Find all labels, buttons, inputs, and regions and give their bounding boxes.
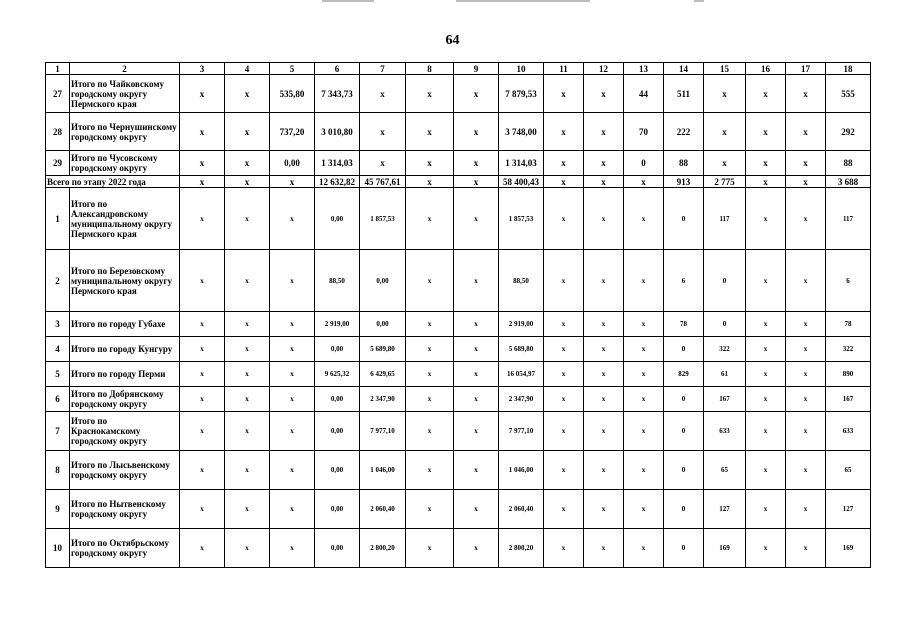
value-cell: х — [786, 412, 826, 451]
column-header: 17 — [786, 63, 826, 75]
row-number-cell: 1 — [46, 188, 70, 250]
value-cell: х — [584, 75, 624, 113]
value-cell: х — [225, 337, 270, 362]
value-cell: х — [180, 188, 225, 250]
header-row — [46, 63, 871, 75]
value-cell: х — [624, 337, 664, 362]
table-row — [46, 75, 871, 113]
value-cell: 2 347,90 — [499, 387, 544, 412]
value-cell: х — [786, 250, 826, 312]
value-cell: 44 — [624, 75, 664, 113]
value-cell: х — [584, 188, 624, 250]
value-cell: 5 689,80 — [499, 337, 544, 362]
value-cell: х — [406, 113, 454, 151]
value-cell: х — [544, 250, 584, 312]
column-header: 16 — [746, 63, 786, 75]
value-cell: х — [544, 412, 584, 451]
value-cell: х — [624, 451, 664, 490]
value-cell: х — [406, 75, 454, 113]
value-cell: 1 857,53 — [360, 188, 406, 250]
value-cell: 0,00 — [315, 451, 360, 490]
value-cell: х — [746, 490, 786, 529]
value-cell: х — [584, 451, 624, 490]
value-cell: 0,00 — [315, 188, 360, 250]
value-cell: х — [746, 113, 786, 151]
value-cell: х — [180, 113, 225, 151]
value-cell: х — [746, 188, 786, 250]
value-cell: 65 — [704, 451, 746, 490]
value-cell: 535,80 — [270, 75, 315, 113]
table-row — [46, 337, 871, 362]
table-row — [46, 151, 871, 176]
value-cell: х — [225, 250, 270, 312]
value-cell: 0,00 — [315, 490, 360, 529]
row-name-cell: Итого по городу Губахе — [70, 312, 180, 337]
value-cell: 1 046,00 — [499, 451, 544, 490]
value-cell: х — [786, 151, 826, 176]
data-table — [45, 62, 871, 568]
value-cell: 2 919,00 — [315, 312, 360, 337]
value-cell: х — [544, 113, 584, 151]
value-cell: х — [225, 387, 270, 412]
value-cell: х — [270, 250, 315, 312]
value-cell: 2 919,00 — [499, 312, 544, 337]
total-value-cell: х — [406, 176, 454, 188]
value-cell: 222 — [664, 113, 704, 151]
value-cell: х — [454, 451, 499, 490]
total-row — [46, 176, 871, 188]
column-header: 12 — [584, 63, 624, 75]
value-cell: х — [544, 337, 584, 362]
value-cell: х — [624, 188, 664, 250]
value-cell: х — [544, 151, 584, 176]
value-cell: 0,00 — [315, 337, 360, 362]
row-number-cell: 10 — [46, 529, 70, 568]
value-cell: х — [406, 362, 454, 387]
row-name-cell: Итого по Александровскому муниципальному округу Пермского края — [70, 188, 180, 250]
value-cell: х — [454, 529, 499, 568]
value-cell: 2 347,90 — [360, 387, 406, 412]
value-cell: х — [180, 250, 225, 312]
column-header: 5 — [270, 63, 315, 75]
value-cell: х — [454, 75, 499, 113]
column-header: 3 — [180, 63, 225, 75]
row-number-cell: 3 — [46, 312, 70, 337]
value-cell: х — [225, 151, 270, 176]
value-cell: х — [584, 113, 624, 151]
value-cell: х — [406, 387, 454, 412]
value-cell: х — [584, 337, 624, 362]
top-mark — [322, 0, 374, 2]
value-cell: 1 314,03 — [315, 151, 360, 176]
value-cell: х — [454, 412, 499, 451]
total-value-cell: х — [225, 176, 270, 188]
value-cell: х — [270, 529, 315, 568]
value-cell: х — [454, 312, 499, 337]
value-cell: х — [454, 362, 499, 387]
value-cell: х — [624, 490, 664, 529]
value-cell: х — [584, 412, 624, 451]
top-mark — [694, 0, 704, 2]
value-cell: 7 879,53 — [499, 75, 544, 113]
value-cell: х — [746, 412, 786, 451]
value-cell: 0 — [664, 188, 704, 250]
total-value-cell: х — [544, 176, 584, 188]
value-cell: х — [270, 337, 315, 362]
column-header: 8 — [406, 63, 454, 75]
row-number-cell: 28 — [46, 113, 70, 151]
value-cell: х — [584, 529, 624, 568]
value-cell: 511 — [664, 75, 704, 113]
value-cell: х — [454, 387, 499, 412]
value-cell: х — [180, 529, 225, 568]
value-cell: 16 054,97 — [499, 362, 544, 387]
value-cell: х — [704, 151, 746, 176]
value-cell: х — [584, 312, 624, 337]
value-cell: 0 — [704, 312, 746, 337]
value-cell: х — [225, 412, 270, 451]
value-cell: х — [270, 387, 315, 412]
value-cell: 555 — [826, 75, 871, 113]
table-row — [46, 188, 871, 250]
column-header: 18 — [826, 63, 871, 75]
value-cell: 633 — [826, 412, 871, 451]
value-cell: х — [786, 337, 826, 362]
value-cell: 0 — [664, 451, 704, 490]
value-cell: х — [584, 151, 624, 176]
row-number-cell: 7 — [46, 412, 70, 451]
value-cell: 0,00 — [360, 312, 406, 337]
value-cell: 61 — [704, 362, 746, 387]
value-cell: 7 343,73 — [315, 75, 360, 113]
row-number-cell: 8 — [46, 451, 70, 490]
value-cell: х — [270, 312, 315, 337]
value-cell: х — [746, 337, 786, 362]
value-cell: х — [786, 490, 826, 529]
total-value-cell: х — [584, 176, 624, 188]
value-cell: х — [624, 387, 664, 412]
table-row — [46, 312, 871, 337]
value-cell: 70 — [624, 113, 664, 151]
row-name-cell: Итого по Чусовскому городскому округу — [70, 151, 180, 176]
table-row — [46, 362, 871, 387]
value-cell: х — [270, 490, 315, 529]
column-header: 9 — [454, 63, 499, 75]
total-value-cell: 3 688 — [826, 176, 871, 188]
value-cell: х — [454, 250, 499, 312]
value-cell: х — [180, 412, 225, 451]
value-cell: х — [786, 387, 826, 412]
value-cell: х — [406, 151, 454, 176]
value-cell: 0 — [664, 490, 704, 529]
table-row — [46, 387, 871, 412]
total-value-cell: х — [746, 176, 786, 188]
value-cell: х — [406, 337, 454, 362]
value-cell: х — [406, 451, 454, 490]
value-cell: 88 — [826, 151, 871, 176]
value-cell: 0 — [624, 151, 664, 176]
value-cell: 0,00 — [315, 529, 360, 568]
value-cell: 6 — [664, 250, 704, 312]
value-cell: х — [704, 113, 746, 151]
column-header: 4 — [225, 63, 270, 75]
value-cell: 88 — [664, 151, 704, 176]
value-cell: 1 046,00 — [360, 451, 406, 490]
value-cell: 7 977,10 — [499, 412, 544, 451]
table-row — [46, 529, 871, 568]
value-cell: 2 800,20 — [499, 529, 544, 568]
value-cell: х — [786, 362, 826, 387]
value-cell: х — [360, 151, 406, 176]
value-cell: 633 — [704, 412, 746, 451]
value-cell: х — [454, 188, 499, 250]
total-value-cell: х — [454, 176, 499, 188]
value-cell: х — [624, 529, 664, 568]
value-cell: 3 748,00 — [499, 113, 544, 151]
value-cell: х — [544, 188, 584, 250]
value-cell: х — [786, 529, 826, 568]
value-cell: х — [786, 113, 826, 151]
total-value-cell: х — [180, 176, 225, 188]
value-cell: х — [454, 490, 499, 529]
value-cell: х — [786, 312, 826, 337]
row-number-cell: 5 — [46, 362, 70, 387]
column-header: 10 — [499, 63, 544, 75]
value-cell: 322 — [704, 337, 746, 362]
row-name-cell: Итого по городу Кунгуру — [70, 337, 180, 362]
column-header: 13 — [624, 63, 664, 75]
value-cell: х — [746, 151, 786, 176]
value-cell: х — [406, 312, 454, 337]
value-cell: х — [225, 188, 270, 250]
value-cell: х — [544, 362, 584, 387]
value-cell: 127 — [704, 490, 746, 529]
value-cell: 0 — [664, 337, 704, 362]
total-value-cell: 45 767,61 — [360, 176, 406, 188]
value-cell: 88,50 — [315, 250, 360, 312]
value-cell: х — [624, 412, 664, 451]
table-row — [46, 412, 871, 451]
value-cell: 88,50 — [499, 250, 544, 312]
value-cell: 1 857,53 — [499, 188, 544, 250]
value-cell: х — [270, 412, 315, 451]
value-cell: 2 800,20 — [360, 529, 406, 568]
value-cell: х — [584, 250, 624, 312]
value-cell: х — [544, 529, 584, 568]
row-name-cell: Итого по Добрянскому городскому округу — [70, 387, 180, 412]
value-cell: 167 — [704, 387, 746, 412]
value-cell: х — [544, 312, 584, 337]
value-cell: х — [786, 75, 826, 113]
value-cell: х — [225, 113, 270, 151]
value-cell: х — [270, 188, 315, 250]
value-cell: х — [406, 490, 454, 529]
value-cell: х — [746, 451, 786, 490]
value-cell: х — [746, 75, 786, 113]
value-cell: х — [624, 250, 664, 312]
row-name-cell: Итого по Лысьвенскому городскому округу — [70, 451, 180, 490]
value-cell: х — [180, 312, 225, 337]
value-cell: х — [786, 451, 826, 490]
value-cell: 0 — [664, 387, 704, 412]
value-cell: х — [180, 151, 225, 176]
value-cell: х — [180, 337, 225, 362]
value-cell: 0 — [704, 250, 746, 312]
total-value-cell: х — [270, 176, 315, 188]
value-cell: х — [746, 362, 786, 387]
total-value-cell: х — [786, 176, 826, 188]
row-number-cell: 6 — [46, 387, 70, 412]
value-cell: 3 010,80 — [315, 113, 360, 151]
value-cell: х — [180, 362, 225, 387]
value-cell: х — [225, 75, 270, 113]
column-header: 2 — [70, 63, 180, 75]
value-cell: 829 — [664, 362, 704, 387]
value-cell: х — [406, 188, 454, 250]
table-row — [46, 113, 871, 151]
value-cell: х — [746, 250, 786, 312]
value-cell: х — [544, 451, 584, 490]
column-header: 1 — [46, 63, 70, 75]
value-cell: 890 — [826, 362, 871, 387]
row-number-cell: 4 — [46, 337, 70, 362]
value-cell: 737,20 — [270, 113, 315, 151]
value-cell: 0 — [664, 529, 704, 568]
value-cell: х — [225, 529, 270, 568]
value-cell: х — [180, 75, 225, 113]
column-header: 15 — [704, 63, 746, 75]
value-cell: 5 689,80 — [360, 337, 406, 362]
value-cell: х — [624, 312, 664, 337]
value-cell: х — [180, 451, 225, 490]
total-value-cell: 58 400,43 — [499, 176, 544, 188]
total-value-cell: 12 632,82 — [315, 176, 360, 188]
column-header: 11 — [544, 63, 584, 75]
value-cell: 169 — [826, 529, 871, 568]
value-cell: х — [225, 362, 270, 387]
value-cell: 0 — [664, 412, 704, 451]
row-name-cell: Итого по Чернушинскому городскому округу — [70, 113, 180, 151]
value-cell: х — [454, 113, 499, 151]
top-mark — [456, 0, 590, 2]
value-cell: 127 — [826, 490, 871, 529]
value-cell: х — [360, 75, 406, 113]
value-cell: х — [584, 387, 624, 412]
value-cell: 65 — [826, 451, 871, 490]
value-cell: х — [584, 362, 624, 387]
total-label-cell: Всего по этапу 2022 года — [46, 176, 180, 188]
value-cell: 0,00 — [270, 151, 315, 176]
value-cell: 7 977,10 — [360, 412, 406, 451]
row-name-cell: Итого по Чайковскому городскому округу Пермского края — [70, 75, 180, 113]
row-name-cell: Итого по Березовскому муниципальному округу Пермского края — [70, 250, 180, 312]
table-row — [46, 490, 871, 529]
value-cell: 322 — [826, 337, 871, 362]
value-cell: х — [544, 387, 584, 412]
value-cell: х — [544, 490, 584, 529]
value-cell: х — [704, 75, 746, 113]
value-cell: 6 429,65 — [360, 362, 406, 387]
value-cell: х — [270, 362, 315, 387]
row-number-cell: 29 — [46, 151, 70, 176]
row-name-cell: Итого по городу Перми — [70, 362, 180, 387]
column-header: 6 — [315, 63, 360, 75]
value-cell: 167 — [826, 387, 871, 412]
row-name-cell: Итого по Октябрьскому городскому округу — [70, 529, 180, 568]
value-cell: х — [454, 151, 499, 176]
table-body — [46, 63, 871, 568]
value-cell: 2 060,40 — [499, 490, 544, 529]
value-cell: х — [225, 451, 270, 490]
value-cell: 1 314,03 — [499, 151, 544, 176]
value-cell: х — [746, 387, 786, 412]
value-cell: 6 — [826, 250, 871, 312]
column-header: 7 — [360, 63, 406, 75]
column-header: 14 — [664, 63, 704, 75]
value-cell: х — [360, 113, 406, 151]
row-number-cell: 9 — [46, 490, 70, 529]
value-cell: 169 — [704, 529, 746, 568]
row-number-cell: 2 — [46, 250, 70, 312]
value-cell: х — [406, 412, 454, 451]
value-cell: 78 — [664, 312, 704, 337]
value-cell: 0,00 — [360, 250, 406, 312]
value-cell: х — [746, 312, 786, 337]
value-cell: х — [225, 312, 270, 337]
value-cell: х — [544, 75, 584, 113]
table-row — [46, 451, 871, 490]
value-cell: 292 — [826, 113, 871, 151]
value-cell: х — [406, 250, 454, 312]
row-name-cell: Итого по Краснокамскому городскому округу — [70, 412, 180, 451]
row-name-cell: Итого по Нытвенскому городскому округу — [70, 490, 180, 529]
value-cell: 117 — [826, 188, 871, 250]
value-cell: 9 625,32 — [315, 362, 360, 387]
value-cell: х — [746, 529, 786, 568]
total-value-cell: 2 775 — [704, 176, 746, 188]
value-cell: 0,00 — [315, 412, 360, 451]
value-cell: 78 — [826, 312, 871, 337]
value-cell: 0,00 — [315, 387, 360, 412]
total-value-cell: х — [624, 176, 664, 188]
value-cell: х — [406, 529, 454, 568]
value-cell: х — [225, 490, 270, 529]
total-value-cell: 913 — [664, 176, 704, 188]
value-cell: х — [584, 490, 624, 529]
value-cell: х — [624, 362, 664, 387]
value-cell: 2 060,40 — [360, 490, 406, 529]
value-cell: х — [180, 490, 225, 529]
table-row — [46, 250, 871, 312]
value-cell: х — [786, 188, 826, 250]
page-number: 64 — [445, 33, 460, 48]
value-cell: 117 — [704, 188, 746, 250]
value-cell: х — [270, 451, 315, 490]
value-cell: х — [180, 387, 225, 412]
row-number-cell: 27 — [46, 75, 70, 113]
value-cell: х — [454, 337, 499, 362]
